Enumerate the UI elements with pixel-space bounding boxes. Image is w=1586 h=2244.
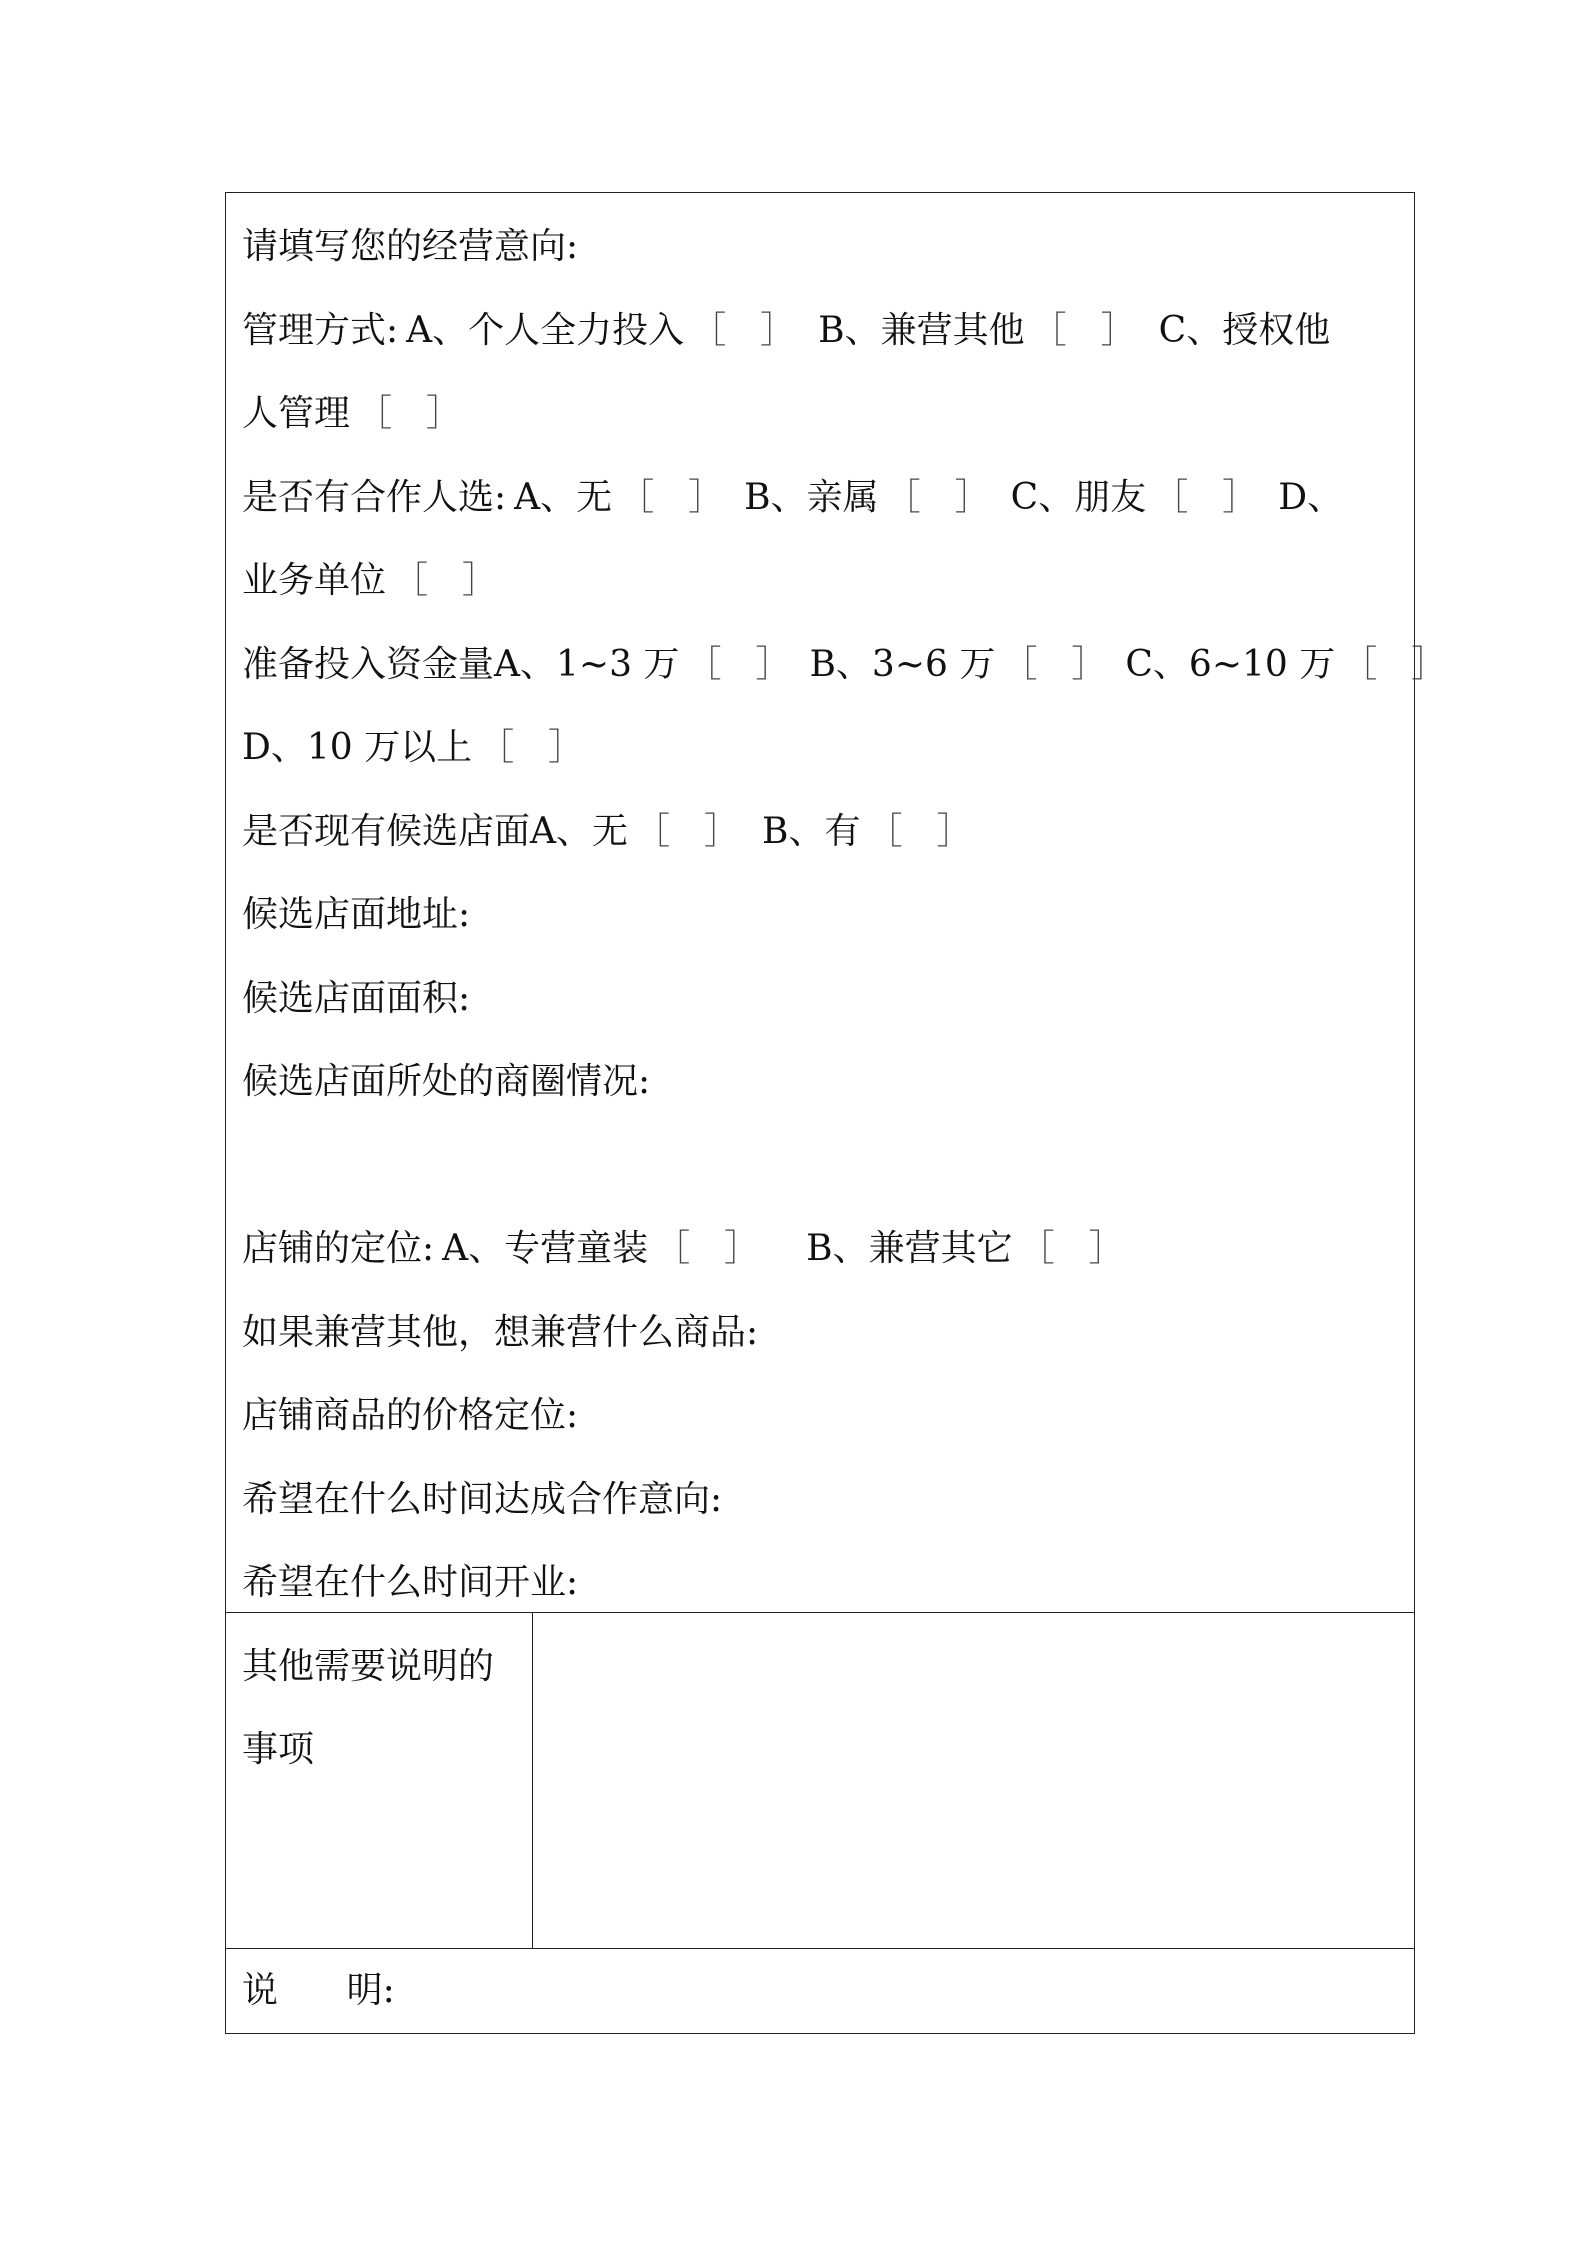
positioning-option-a: A、专营童装 [442, 1228, 649, 1269]
storefront-option-b: B、有 [762, 810, 861, 852]
storefront-label: 是否现有候选店面 [242, 810, 531, 852]
note-row [226, 1949, 1414, 2033]
partner-option-a: A、无 [514, 476, 613, 518]
partner-option-c: C、朋友 [1010, 476, 1147, 518]
capital-option-c: C、6~10 万 [1125, 643, 1336, 685]
management-row-cont [242, 372, 1400, 456]
capital-row-cont [242, 706, 1400, 790]
capital-option-a: A、1~3 万 [494, 643, 680, 685]
management-a-checkbox[interactable]: ［ ］ [690, 309, 797, 351]
business-intention-section [226, 193, 1448, 1613]
partner-row [242, 456, 1400, 540]
positioning-a-checkbox[interactable]: ［ ］ [654, 1228, 761, 1269]
note-label: 说 明: [242, 1970, 395, 2011]
price-field[interactable]: 店铺商品的价格定位: [242, 1395, 579, 1436]
area-field[interactable]: 候选店面面积: [242, 977, 471, 1019]
positioning-b-checkbox[interactable]: ［ ］ [1018, 1228, 1125, 1269]
other-matters-label: 其他需要说明的事项 [226, 1613, 533, 1948]
other-goods-field[interactable]: 如果兼营其他，想兼营什么商品: [242, 1311, 759, 1353]
partner-c-checkbox[interactable]: ［ ］ [1152, 476, 1259, 518]
address-field[interactable]: 候选店面地址: [242, 894, 471, 935]
district-field[interactable]: 候选店面所处的商圈情况: [242, 1061, 651, 1102]
other-matters-input[interactable] [533, 1613, 1414, 1948]
intention-form [225, 192, 1448, 2034]
partner-d-checkbox[interactable]: ［ ］ [392, 560, 499, 601]
capital-c-checkbox[interactable]: ［ ］ [1341, 643, 1448, 685]
management-option-a: A、个人全力投入 [406, 309, 685, 351]
partner-b-checkbox[interactable]: ［ ］ [884, 476, 991, 518]
capital-d-checkbox[interactable]: ［ ］ [478, 727, 585, 768]
capital-option-b: B、3~6 万 [809, 643, 996, 685]
management-option-b: B、兼营其他 [818, 309, 1025, 351]
management-option-c: C、授权他 [1158, 309, 1331, 351]
positioning-label: 店铺的定位: [242, 1228, 435, 1269]
partner-a-checkbox[interactable]: ［ ］ [618, 476, 725, 518]
district-blank[interactable] [242, 1124, 1400, 1208]
capital-option-d: D、10 万以上 [242, 727, 473, 768]
cooperation-time-field[interactable]: 希望在什么时间达成合作意向: [242, 1478, 723, 1520]
management-row [242, 289, 1400, 373]
storefront-option-a: A、无 [530, 810, 629, 852]
management-label: 管理方式: [242, 309, 399, 351]
partner-row-cont [242, 539, 1400, 623]
partner-option-d: D、 [1278, 476, 1344, 518]
capital-b-checkbox[interactable]: ［ ］ [1001, 643, 1108, 685]
positioning-option-b: B、兼营其它 [806, 1228, 1013, 1269]
storefront-a-checkbox[interactable]: ［ ］ [634, 810, 741, 852]
form-heading: 请填写您的经营意向: [242, 226, 579, 267]
other-matters-row [226, 1613, 1414, 1949]
capital-row [242, 623, 1448, 707]
management-option-c-cont: 人管理 [242, 393, 351, 434]
management-b-checkbox[interactable]: ［ ］ [1030, 309, 1137, 351]
opening-time-field[interactable]: 希望在什么时间开业: [242, 1562, 579, 1603]
partner-option-d-cont: 业务单位 [242, 560, 387, 601]
capital-label: 准备投入资金量 [242, 643, 495, 685]
partner-label: 是否有合作人选: [242, 476, 507, 518]
storefront-b-checkbox[interactable]: ［ ］ [866, 810, 973, 852]
positioning-row [242, 1207, 1400, 1291]
storefront-row [242, 790, 1400, 874]
partner-option-b: B、亲属 [744, 476, 879, 518]
management-c-checkbox[interactable]: ［ ］ [356, 393, 463, 434]
capital-a-checkbox[interactable]: ［ ］ [685, 643, 792, 685]
